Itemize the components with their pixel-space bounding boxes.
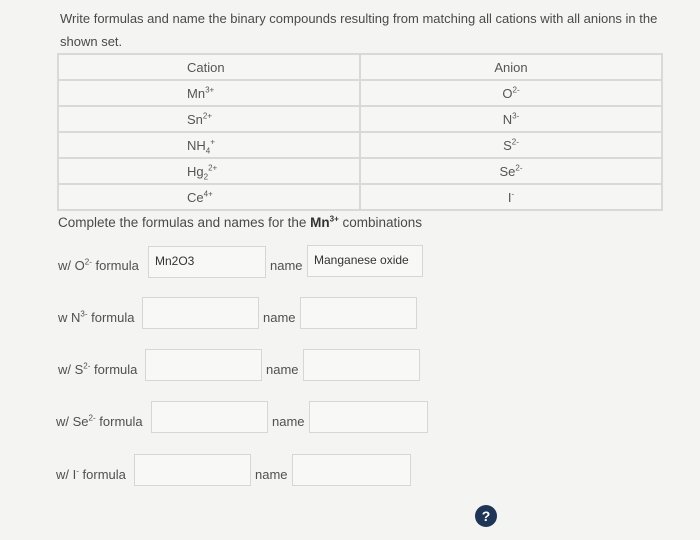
nitride-name-input[interactable] xyxy=(300,297,417,329)
cation-header: Cation xyxy=(58,54,360,80)
nitride-name-label: name xyxy=(263,310,296,325)
question-prompt: Write formulas and name the binary compounds resulting from matching all cations with all anions in the shown set. xyxy=(60,11,658,49)
table-row xyxy=(58,184,662,210)
anion-cell: $O^{2-}$ xyxy=(360,80,662,106)
selenide-name-label: name xyxy=(272,414,305,429)
oxide-formula-label: w/ $O^{2-}$ formula xyxy=(58,257,139,273)
anion-header: Anion xyxy=(360,54,662,80)
oxide-formula-input[interactable]: Mn2O3 xyxy=(148,246,266,278)
anion-cell: $Se^{2-}$ xyxy=(360,158,662,184)
iodide-formula-label: w/ I- formula xyxy=(56,466,126,482)
question-icon[interactable]: ? xyxy=(475,505,497,527)
nitride-formula-input[interactable] xyxy=(142,297,259,329)
selenide-formula-label: w/ $Se^{2-}$ formula xyxy=(56,413,143,429)
iodide-name-label: name xyxy=(255,467,288,482)
table-row xyxy=(58,106,662,132)
cation-cell: $Ce^{4+}$ xyxy=(58,184,360,210)
anion-cell: I- xyxy=(360,184,662,210)
cation-cell: $Mn^{3+}$ xyxy=(58,80,360,106)
table-row xyxy=(58,80,662,106)
anion-cell: $S^{2-}$ xyxy=(360,132,662,158)
iodide-formula-input[interactable] xyxy=(134,454,251,486)
cation-cell: $NH_4^+$ xyxy=(58,132,360,158)
nitride-formula-label: w $N^{3-}$ formula xyxy=(58,309,135,325)
table-row xyxy=(58,158,662,184)
selenide-formula-input[interactable] xyxy=(151,401,268,433)
instruction-text: Complete the formulas and names for the $Mn^{3+}$ combinations xyxy=(58,214,423,230)
oxide-name-label: name xyxy=(270,258,303,273)
iodide-name-input[interactable] xyxy=(292,454,411,486)
sulfide-formula-label: w/ $S^{2-}$ formula xyxy=(58,361,138,377)
sulfide-name-input[interactable] xyxy=(303,349,420,381)
oxide-name-input[interactable]: Manganese oxide xyxy=(307,245,423,277)
selenide-name-input[interactable] xyxy=(309,401,428,433)
cation-cell: $Hg_2^{2+}$ xyxy=(58,158,360,184)
table-row xyxy=(58,132,662,158)
cation-cell: $Sn^{2+}$ xyxy=(58,106,360,132)
ion-table xyxy=(57,53,663,211)
sulfide-formula-input[interactable] xyxy=(145,349,262,381)
anion-cell: $N^{3-}$ xyxy=(360,106,662,132)
table-header-row xyxy=(58,54,662,80)
sulfide-name-label: name xyxy=(266,362,299,377)
